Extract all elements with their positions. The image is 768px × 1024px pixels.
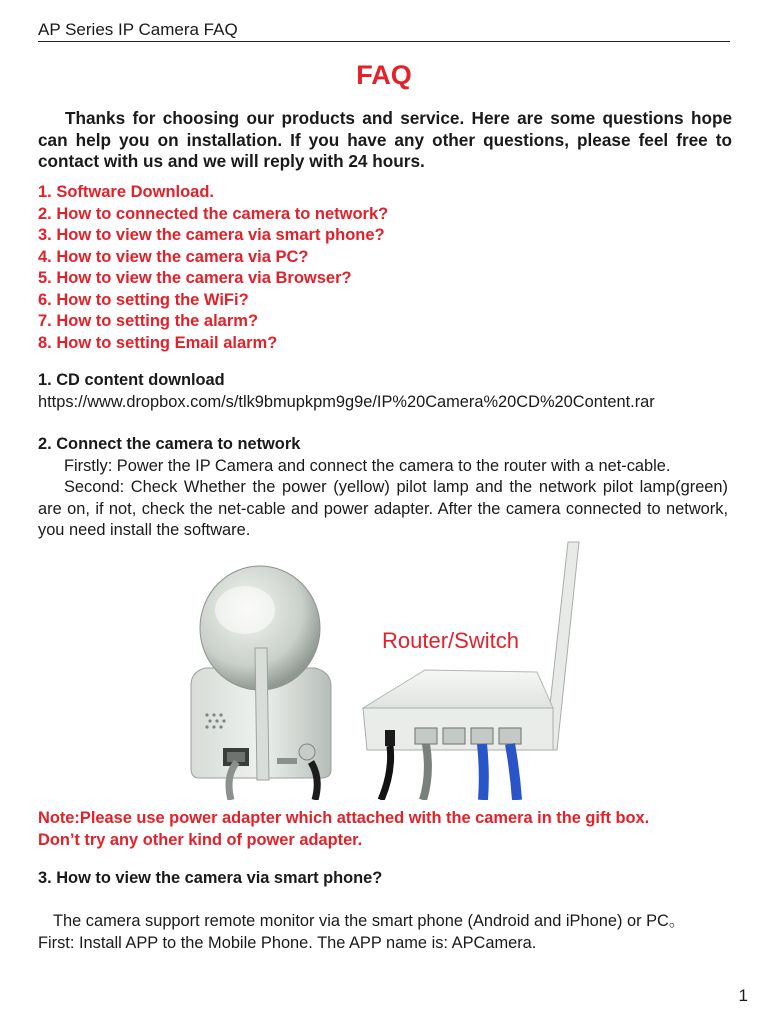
paragraph: The camera support remote monitor via the smart phone (Android and iPhone) or PC。 <box>53 912 686 930</box>
router-switch <box>363 542 579 800</box>
toc-item: 7. How to setting the alarm? <box>38 312 259 330</box>
faq-toc <box>38 182 388 354</box>
section-smart-phone-body <box>38 910 738 954</box>
page-number: 1 <box>738 986 748 1005</box>
page-header: AP Series IP Camera FAQ <box>38 20 730 42</box>
section-heading: 3. How to view the camera via smart phone? <box>38 869 383 887</box>
section-heading: 2. Connect the camera to network <box>38 435 301 453</box>
intro-text: Thanks for choosing our products and service. Here are some questions hope can help you on installation. If you have any other questions, please feel free to contact with us and we will reply with 24 hours. <box>38 108 732 172</box>
paragraph: Firstly: Power the IP Camera and connect the camera to the router with a net-cable. <box>64 456 671 475</box>
toc-item: 6. How to setting the WiFi? <box>38 290 249 309</box>
power-adapter-note <box>38 808 738 851</box>
paragraph: First: Install APP to the Mobile Phone. The APP name is: APCamera. <box>38 934 537 952</box>
download-link[interactable]: https://www.dropbox.com/s/tlk9bmupkpm9g9e/IP%20Camera%20CD%20Content.rar <box>38 393 655 411</box>
section-connect-network <box>38 434 728 542</box>
page-title: FAQ <box>356 60 412 90</box>
toc-item: 5. How to view the camera via Browser? <box>38 269 352 287</box>
intro-paragraph <box>38 108 732 173</box>
section-cd-download <box>38 369 738 413</box>
ip-camera <box>191 566 331 800</box>
toc-item: 8. How to setting Email alarm? <box>38 333 278 352</box>
camera-router-photo <box>185 540 595 800</box>
section-heading: 1. CD content download <box>38 371 225 389</box>
toc-item: 4. How to view the camera via PC? <box>38 247 309 266</box>
note-line: Note:Please use power adapter which attached with the camera in the gift box. <box>38 809 650 827</box>
note-line: Don’t try any other kind of power adapter. <box>38 830 363 849</box>
toc-item: 3. How to view the camera via smart phone? <box>38 226 385 244</box>
paragraph: Second: Check Whether the power (yellow) pilot lamp and the network pilot lamp(green) are on, if not, check the net-cable and power adapter. After the camera connected to network, you need install the software. <box>38 478 728 539</box>
toc-item: 2. How to connected the camera to network? <box>38 204 389 223</box>
router-switch-label: Router/Switch <box>382 628 519 653</box>
toc-item: 1. Software Download. <box>38 183 215 201</box>
camera-router-illustration <box>185 540 595 800</box>
